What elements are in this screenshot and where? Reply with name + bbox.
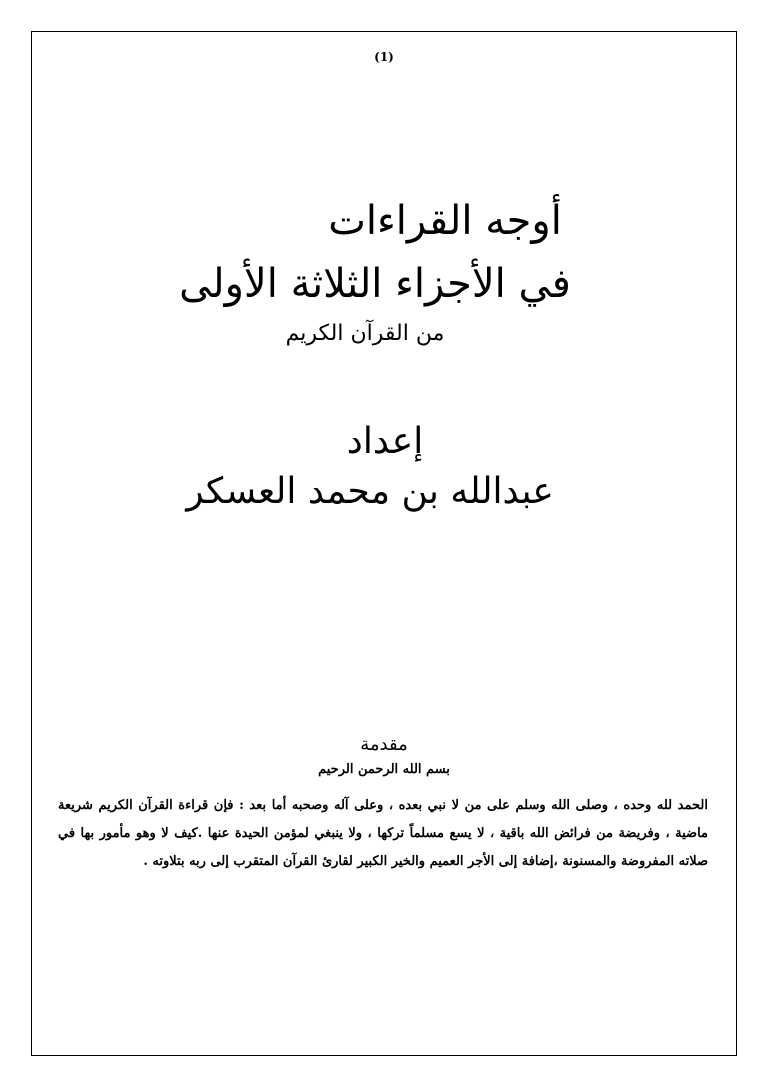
title-line-2: في الأجزاء الثلاثة الأولى <box>179 261 571 307</box>
introduction-paragraph: الحمد لله وحده ، وصلى الله وسلم على من لا نبي بعده ، وعلى آله وصحبه أما بعد : فإن قراءة القرآن الكريم شريعة ماضية ، وفريضة من فرائض الله باقية ، لا يسع مسلماً تركها ، ولا ينبغي لمؤمن الحيدة عنها .كيف لا وهو مأمور بها في صلاته المفروضة والمسنونة ،إضافة إلى الأجر العميم والخير الكبير لقارئ القرآن المتقرب إلى ربه بتلاوته . <box>58 798 708 869</box>
author-name: عبدالله بن محمد العسكر <box>186 471 554 512</box>
prepared-by-label: إعداد <box>346 421 424 462</box>
page-number: (1) <box>374 50 394 64</box>
subtitle: من القرآن الكريم <box>285 321 445 346</box>
introduction-heading: مقدمة <box>360 734 408 755</box>
basmala: بسم الله الرحمن الرحيم <box>318 762 450 777</box>
page-border <box>31 31 737 1056</box>
title-line-1: أوجه القراءات <box>328 198 562 244</box>
